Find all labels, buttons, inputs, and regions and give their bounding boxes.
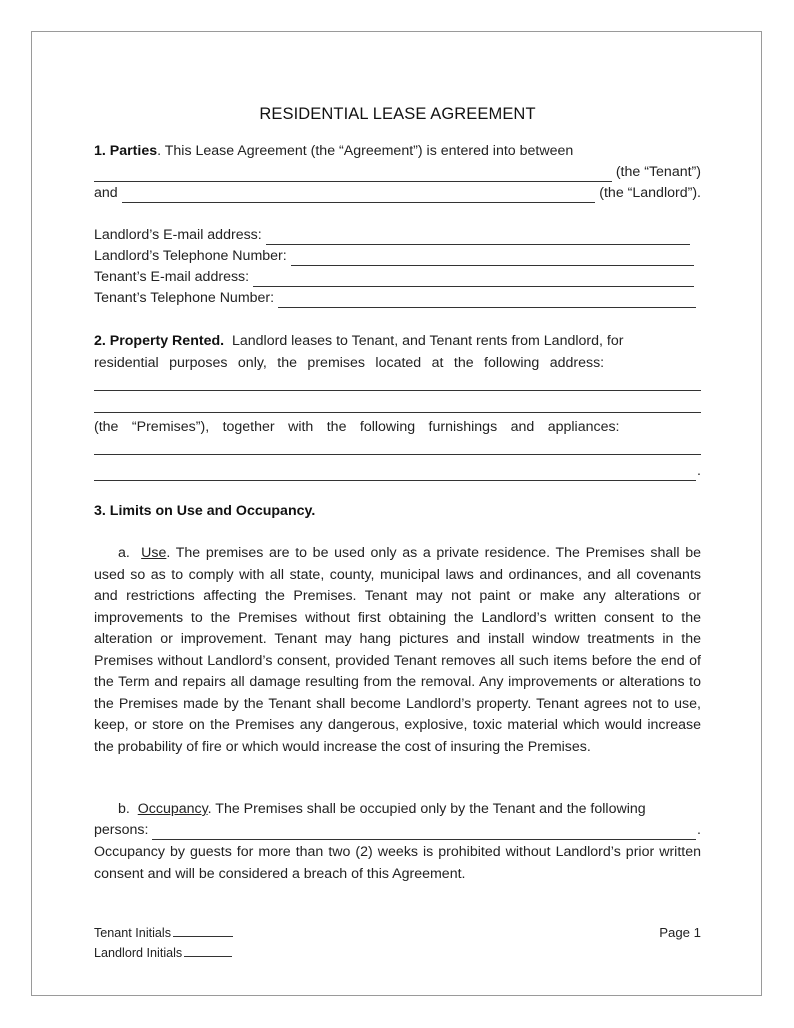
property-text-3: (the “Premises”), together with the following furnishings and appliances: [94,419,620,435]
landlord-name-field[interactable] [122,188,596,203]
tenant-email-field[interactable] [253,272,694,287]
tenant-email-label: Tenant’s E-mail address: [94,269,250,285]
use-prefix: a. [118,545,130,561]
parties-heading: 1. Parties [94,143,158,159]
landlord-initials-field[interactable] [184,945,232,957]
persons-line [94,820,701,840]
tenant-phone-field[interactable] [278,293,696,308]
tenant-label: (the “Tenant”) [615,164,701,180]
parties-line-1 [94,141,701,161]
furnishings-field-1[interactable] [94,454,701,455]
tenant-phone-line [94,288,700,308]
landlord-email-label: Landlord’s E-mail address: [94,227,262,243]
limits-heading-line [94,501,315,521]
landlord-initials-line [94,943,232,963]
limits-heading: 3. Limits on Use and Occupancy. [94,503,316,519]
furnishings-field-2[interactable] [94,466,696,481]
landlord-phone-field[interactable] [291,251,694,266]
furnishings-period: . [697,463,701,479]
document-page [31,31,762,996]
occupancy-paragraph-2: Occupancy by guests for more than two (2) weeks is prohibited without Landlord’s prior written consent and will be considered a breach of this Agreement. [94,844,701,882]
landlord-email-line [94,225,694,245]
landlord-phone-label: Landlord’s Telephone Number: [94,248,287,264]
address-field-2[interactable] [94,412,701,413]
document-title: RESIDENTIAL LEASE AGREEMENT [259,105,536,123]
furnishings-line-2 [94,461,701,481]
occupancy-text: . The Premises shall be occupied only by the Tenant and the following [207,801,646,817]
use-title: Use [141,545,167,561]
tenant-initials-line [94,923,233,943]
property-heading: 2. Property Rented. [94,333,225,349]
landlord-initials-label: Landlord Initials [94,946,183,960]
page-number: Page 1 [659,925,701,940]
tenant-initials-field[interactable] [173,925,233,937]
landlord-email-field[interactable] [266,230,690,245]
landlord-phone-line [94,246,698,266]
use-text: . The premises are to be used only as a private residence. The Premises shall be used so as to comply with all state, county, municipal laws and ordinances, and all covenants and restrictions affecting the Premises. Tenant may not paint or make any alterations or improvements to the Premises without first obtaining the Landlord’s written consent to the alteration or improvement. Tenant may hang pictures and install window treatments in the Premises without Landlord’s consent, provided Tenant removes all such items before the end of the Term and repairs all damage resulting from the removal. Any improvements or alterations to the Premises made by the Tenant shall become Landlord’s property. Tenant agrees not to use, keep, or store on the Premises any dangerous, explosive, toxic material which would increase the probability of fire or which would increase the cost of insuring the Premises. [94,545,701,755]
tenant-initials-label: Tenant Initials [94,926,172,940]
property-line-1 [94,331,701,351]
property-text-2: residential purposes only, the premises located at the following address: [94,355,605,371]
tenant-name-field[interactable] [94,167,612,182]
persons-field[interactable] [152,825,696,840]
tenant-name-line [94,162,701,182]
use-paragraph [94,543,701,758]
landlord-name-line [94,183,701,203]
persons-label: persons: [94,822,149,838]
occupancy-title: Occupancy [137,801,208,817]
tenant-email-line [94,267,698,287]
occupancy-line-1 [94,799,701,819]
persons-period: . [697,822,701,838]
property-text-1: Landlord leases to Tenant, and Tenant rents from Landlord, for [231,333,624,349]
parties-text: . This Lease Agreement (the “Agreement”) is entered into between [157,143,574,159]
occupancy-prefix: b. [118,801,130,817]
and-word: and [94,185,118,201]
address-field-1[interactable] [94,390,701,391]
landlord-label: (the “Landlord”). [599,185,701,201]
tenant-phone-label: Tenant’s Telephone Number: [94,290,275,306]
